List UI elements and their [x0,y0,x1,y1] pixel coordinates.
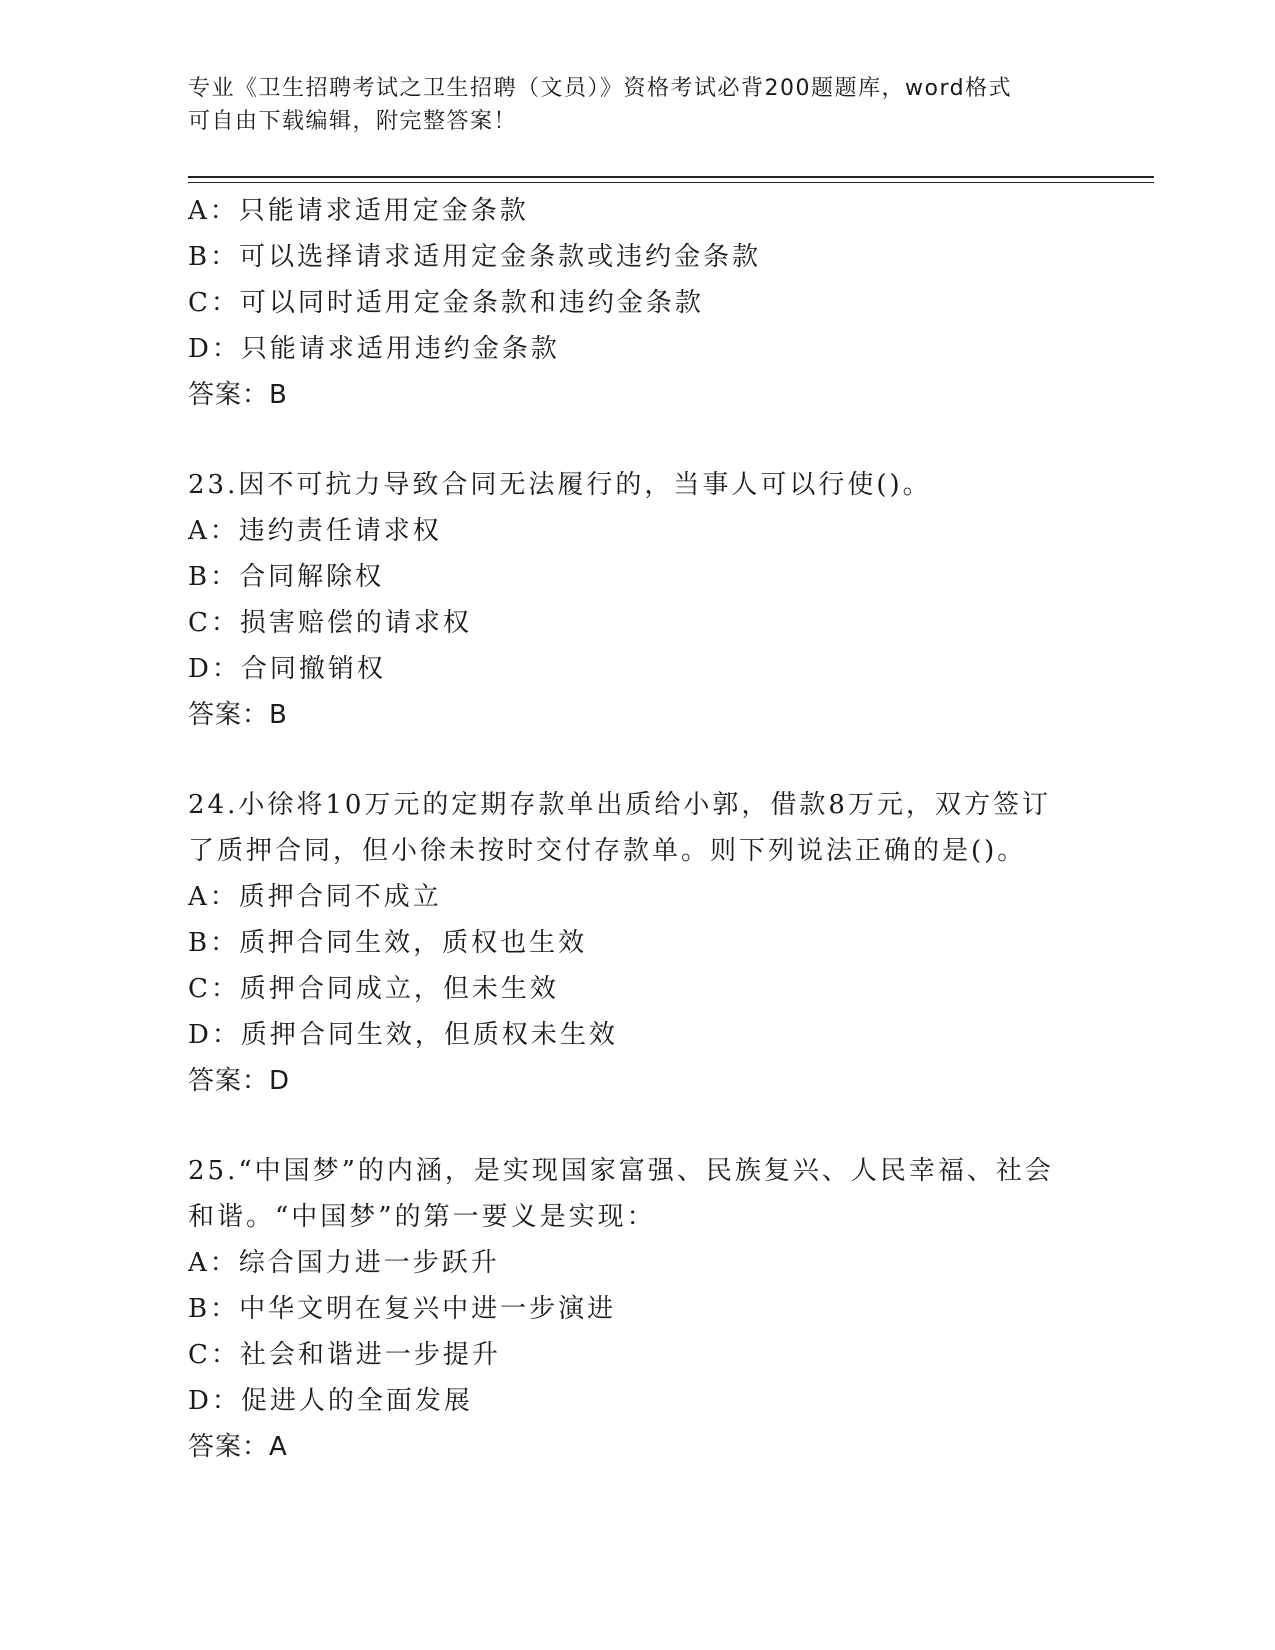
option-c: C：质押合同成立，但未生效 [188,974,559,1004]
document-header [188,72,1088,138]
question-block-23 [188,462,1088,738]
option-d: D：质押合同生效，但质权未生效 [188,1020,618,1050]
option-a: A：质押合同不成立 [188,882,442,912]
option-b: B：中华文明在复兴中进一步演进 [188,1294,617,1324]
option-b: B：可以选择请求适用定金条款或违约金条款 [188,242,762,272]
option-a: A：只能请求适用定金条款 [188,196,529,226]
option-d: D：合同撤销权 [188,654,386,684]
option-d: D：只能请求适用违约金条款 [188,334,560,364]
option-c: C：可以同时适用定金条款和违约金条款 [188,288,704,318]
option-d: D：促进人的全面发展 [188,1386,473,1416]
question-text-line-1: 25.“中国梦”的内涵，是实现国家富强、民族复兴、人民幸福、社会 [188,1156,1054,1186]
option-c: C：损害赔偿的请求权 [188,608,472,638]
question-block-25 [188,1148,1088,1470]
answer-line: 答案：B [188,700,288,730]
question-text-line-2: 了质押合同，但小徐未按时交付存款单。则下列说法正确的是()。 [188,836,1027,866]
answer-line: 答案：B [188,380,288,410]
header-line-1: 专业《卫生招聘考试之卫生招聘（文员）》资格考试必背200题题库，word格式 [188,76,1013,101]
option-c: C：社会和谐进一步提升 [188,1340,501,1370]
option-a: A：违约责任请求权 [188,516,442,546]
question-text: 23.因不可抗力导致合同无法履行的，当事人可以行使()。 [188,470,932,500]
option-b: B：合同解除权 [188,562,385,592]
question-block-24 [188,782,1088,1104]
option-a: A：综合国力进一步跃升 [188,1248,500,1278]
question-text-line-1: 24.小徐将10万元的定期存款单出质给小郭，借款8万元，双方签订 [188,790,1051,820]
header-divider-thick [188,176,1154,178]
question-list [188,188,1088,1470]
answer-line: 答案：A [188,1432,288,1462]
option-b: B：质押合同生效，质权也生效 [188,928,588,958]
header-divider-thin [188,182,1154,183]
question-block-22 [188,188,1088,418]
answer-line: 答案：D [188,1066,291,1096]
header-line-2: 可自由下载编辑，附完整答案！ [188,109,518,134]
question-text-line-2: 和谐。“中国梦”的第一要义是实现： [188,1202,656,1232]
